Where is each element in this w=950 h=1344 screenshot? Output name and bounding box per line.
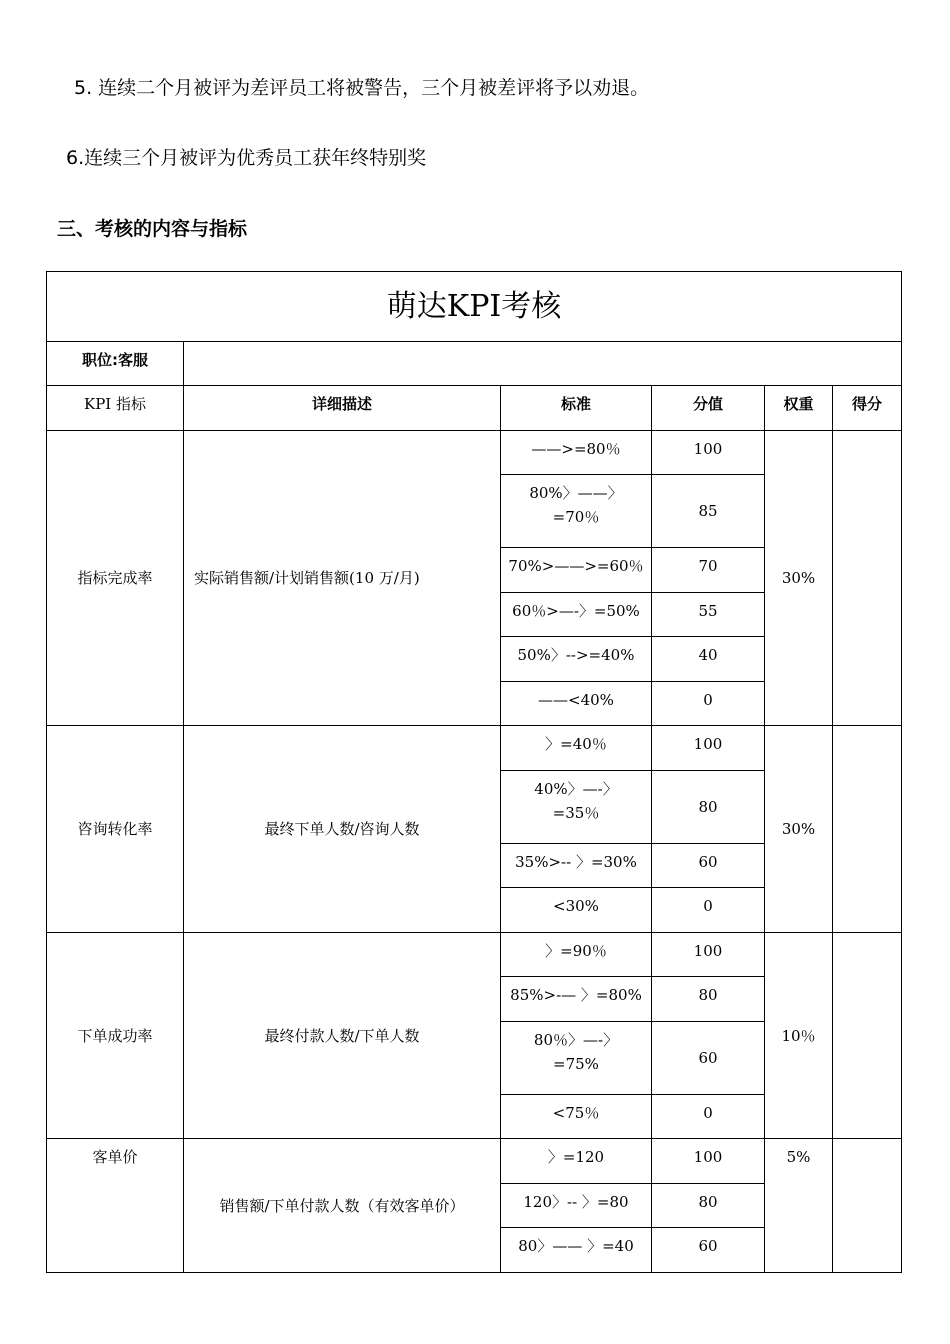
standard-cell: 80%〉——〉=70％ [501, 475, 652, 548]
standard-cell: 85%>-— 〉=80% [501, 977, 652, 1022]
score-cell: 60 [652, 844, 765, 888]
score-cell: 40 [652, 637, 765, 682]
result-cell [833, 726, 902, 933]
header-description: 详细描述 [184, 386, 501, 431]
rule-paragraph-5: 5. 连续二个月被评为差评员工将被警告，三个月被差评将予以劝退。 [74, 77, 650, 99]
header-kpi: KPI 指标 [47, 386, 184, 431]
score-cell: 0 [652, 682, 765, 726]
score-cell: 60 [652, 1022, 765, 1095]
kpi-table [46, 271, 902, 1273]
standard-cell: 〉=120 [501, 1139, 652, 1184]
score-cell: 80 [652, 977, 765, 1022]
score-cell: 55 [652, 593, 765, 637]
indicator-conversion-rate: 咨询转化率 [47, 726, 184, 933]
score-cell: 100 [652, 431, 765, 475]
header-standard: 标准 [501, 386, 652, 431]
standard-cell: 〉=90％ [501, 933, 652, 977]
position-label: 职位:客服 [47, 342, 184, 386]
description-completion-rate: 实际销售额/计划销售额(10 万/月) [184, 431, 501, 726]
standard-cell: 35%>-- 〉=30% [501, 844, 652, 888]
section-heading: 三、考核的内容与指标 [57, 218, 248, 240]
score-cell: 60 [652, 1228, 765, 1273]
score-cell: 80 [652, 771, 765, 844]
header-weight: 权重 [765, 386, 833, 431]
score-cell: 0 [652, 1095, 765, 1139]
result-cell [833, 431, 902, 726]
position-value-cell [184, 342, 902, 386]
standard-cell: 80％〉—-〉=75% [501, 1022, 652, 1095]
standard-cell: 70%>——>=60％ [501, 548, 652, 593]
weight-order-success-rate: 10％ [765, 933, 833, 1139]
indicator-order-success-rate: 下单成功率 [47, 933, 184, 1139]
score-cell: 0 [652, 888, 765, 933]
indicator-avg-order-value: 客单价 [47, 1139, 184, 1273]
standard-cell: ——>=80％ [501, 431, 652, 475]
score-cell: 80 [652, 1184, 765, 1228]
score-cell: 70 [652, 548, 765, 593]
header-score: 分值 [652, 386, 765, 431]
standard-cell: <75％ [501, 1095, 652, 1139]
standard-cell: ——<40% [501, 682, 652, 726]
table-title: 萌达KPI考核 [47, 272, 902, 342]
rule-paragraph-6: 6.连续三个月被评为优秀员工获年终特别奖 [66, 147, 427, 169]
header-result: 得分 [833, 386, 902, 431]
score-cell: 100 [652, 1139, 765, 1184]
description-order-success-rate: 最终付款人数/下单人数 [184, 933, 501, 1139]
result-cell [833, 1139, 902, 1273]
standard-cell: 〉=40％ [501, 726, 652, 771]
weight-conversion-rate: 30% [765, 726, 833, 933]
score-cell: 100 [652, 933, 765, 977]
standard-cell: <30% [501, 888, 652, 933]
standard-cell: 50%〉-->=40% [501, 637, 652, 682]
score-cell: 100 [652, 726, 765, 771]
weight-avg-order-value: 5% [765, 1139, 833, 1273]
indicator-completion-rate: 指标完成率 [47, 431, 184, 726]
standard-cell: 80〉—— 〉=40 [501, 1228, 652, 1273]
standard-cell: 60％>—-〉=50% [501, 593, 652, 637]
standard-cell: 40%〉—-〉=35％ [501, 771, 652, 844]
score-cell: 85 [652, 475, 765, 548]
description-conversion-rate: 最终下单人数/咨询人数 [184, 726, 501, 933]
weight-completion-rate: 30% [765, 431, 833, 726]
standard-cell: 120〉-- 〉=80 [501, 1184, 652, 1228]
description-avg-order-value: 销售额/下单付款人数（有效客单价） [184, 1139, 501, 1273]
result-cell [833, 933, 902, 1139]
